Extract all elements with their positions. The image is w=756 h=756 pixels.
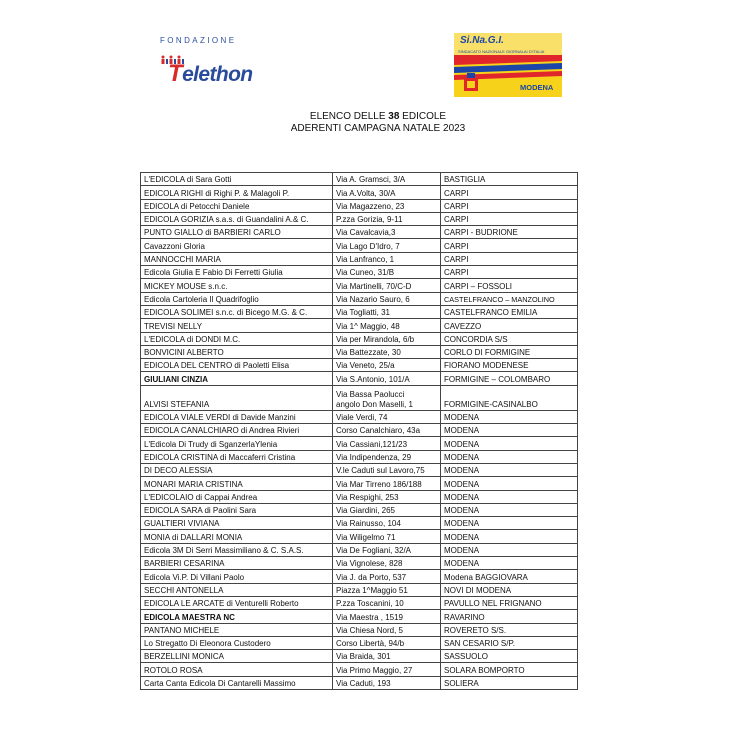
table-row	[141, 517, 578, 530]
address-cell: Corso Canalchiaro, 43a	[333, 424, 441, 437]
sinagi-city: MODENA	[520, 83, 554, 92]
table-row	[141, 359, 578, 372]
city-cell: ROVERETO S/S.	[441, 623, 578, 636]
address-cell: Via Nazario Sauro, 6	[333, 292, 441, 305]
table-row	[141, 239, 578, 252]
table-row	[141, 543, 578, 556]
table-row	[141, 372, 578, 385]
address-cell: P.zza Gorizia, 9-11	[333, 212, 441, 225]
edicola-name-cell: EDICOLA MAESTRA NC	[141, 610, 333, 623]
table-row	[141, 623, 578, 636]
table-row	[141, 212, 578, 225]
edicola-name-cell: L'EDICOLAIO di Cappai Andrea	[141, 490, 333, 503]
address-cell	[333, 385, 441, 410]
city-cell: SOLARA BOMPORTO	[441, 663, 578, 676]
edicole-table	[140, 172, 578, 690]
table-row	[141, 650, 578, 663]
sinagi-subtitle: SINDACATO NAZIONALE GIORNALAI D'ITALIA	[458, 49, 545, 54]
city-cell: CARPI	[441, 239, 578, 252]
edicola-name-cell: SECCHI ANTONELLA	[141, 583, 333, 596]
city-cell: MODENA	[441, 477, 578, 490]
edicola-name-cell: MICKEY MOUSE s.n.c.	[141, 279, 333, 292]
table-row	[141, 636, 578, 649]
address-cell: P.zza Toscanini, 10	[333, 596, 441, 609]
city-cell: MODENA	[441, 517, 578, 530]
edicola-name-cell: BONVICINI ALBERTO	[141, 345, 333, 358]
edicola-name-cell: ALVISI STEFANIA	[141, 385, 333, 410]
edicola-name-cell: L'EDICOLA di Sara Gotti	[141, 173, 333, 186]
address-cell: Via Cavalcavia,3	[333, 226, 441, 239]
city-cell: CARPI - BUDRIONE	[441, 226, 578, 239]
city-cell: MODENA	[441, 530, 578, 543]
edicola-name-cell: MANNOCCHI MARIA	[141, 252, 333, 265]
address-cell: Via De Fogliani, 32/A	[333, 543, 441, 556]
edicola-name-cell: EDICOLA LE ARCATE di Venturelli Roberto	[141, 596, 333, 609]
edicola-name-cell: MONARI MARIA CRISTINA	[141, 477, 333, 490]
edicola-name-cell: BARBIERI CESARINA	[141, 557, 333, 570]
edicola-name-cell: Edicola Vi.P. Di Villani Paolo	[141, 570, 333, 583]
table-row	[141, 596, 578, 609]
address-cell: Via Mar Tirreno 186/188	[333, 477, 441, 490]
edicola-name-cell: L'Edicola Di Trudy di SganzerlaYlenia	[141, 437, 333, 450]
table-row	[141, 173, 578, 186]
city-cell: CASTELFRANCO EMILIA	[441, 305, 578, 318]
city-cell: FIORANO MODENESE	[441, 359, 578, 372]
table-row	[141, 530, 578, 543]
table-row	[141, 477, 578, 490]
address-cell: V.le Caduti sul Lavoro,75	[333, 463, 441, 476]
table-row	[141, 410, 578, 423]
address-cell: Via Primo Maggio, 27	[333, 663, 441, 676]
table-row	[141, 424, 578, 437]
table-row	[141, 663, 578, 676]
address-cell: Via per Mirandola, 6/b	[333, 332, 441, 345]
edicola-name-cell: EDICOLA GORIZIA s.a.s. di Guandalini A.& C.	[141, 212, 333, 225]
table-row	[141, 345, 578, 358]
city-cell: RAVARINO	[441, 610, 578, 623]
edicola-name-cell: PANTANO MICHELE	[141, 623, 333, 636]
city-cell: FORMIGINE-CASINALBO	[441, 385, 578, 410]
address-cell: Piazza 1^Maggio 51	[333, 583, 441, 596]
table-row	[141, 266, 578, 279]
address-cell: Via Lago D'Idro, 7	[333, 239, 441, 252]
edicola-name-cell: BERZELLINI MONICA	[141, 650, 333, 663]
address-cell: Corso Libertà, 94/b	[333, 636, 441, 649]
address-cell: Via Maestra , 1519	[333, 610, 441, 623]
page-title: ELENCO DELLE 38 EDICOLE	[309, 111, 447, 122]
address-cell: Via Respighi, 253	[333, 490, 441, 503]
address-cell: Via Magazzeno, 23	[333, 199, 441, 212]
city-cell: CARPI	[441, 266, 578, 279]
table-row	[141, 186, 578, 199]
city-cell: MODENA	[441, 410, 578, 423]
address-cell: Via Chiesa Nord, 5	[333, 623, 441, 636]
address-cell: Via Togliatti, 31	[333, 305, 441, 318]
sinagi-logo	[454, 33, 562, 97]
city-cell: CARPI	[441, 199, 578, 212]
table-row	[141, 252, 578, 265]
city-cell: CASTELFRANCO – MANZOLINO	[441, 292, 578, 305]
edicola-name-cell: Cavazzoni Gloria	[141, 239, 333, 252]
address-cell: Via Battezzate, 30	[333, 345, 441, 358]
edicola-name-cell: EDICOLA SARA di Paolini Sara	[141, 503, 333, 516]
edicola-name-cell: TREVISI NELLY	[141, 319, 333, 332]
edicola-name-cell: PUNTO GIALLO di BARBIERI CARLO	[141, 226, 333, 239]
city-cell: CARPI	[441, 252, 578, 265]
city-cell: CORLO DI FORMIGINE	[441, 345, 578, 358]
logo-fondazione-text: FONDAZIONE	[160, 36, 237, 45]
sinagi-title: Si.Na.G.I.	[460, 35, 504, 46]
table-row	[141, 319, 578, 332]
edicola-name-cell: Edicola Cartoleria Il Quadrifoglio	[141, 292, 333, 305]
city-cell: BASTIGLIA	[441, 173, 578, 186]
table-row	[141, 437, 578, 450]
edicola-name-cell: EDICOLA VIALE VERDI di Davide Manzini	[141, 410, 333, 423]
table-row	[141, 385, 578, 410]
edicola-name-cell: EDICOLA SOLIMEI s.n.c. di Bicego M.G. & C.	[141, 305, 333, 318]
address-line-1: Via Bassa Paolucci	[336, 389, 405, 399]
address-cell: Via S.Antonio, 101/A	[333, 372, 441, 385]
city-cell: SOLIERA	[441, 676, 578, 689]
edicola-name-cell: EDICOLA di Petocchi Daniele	[141, 199, 333, 212]
table-row	[141, 676, 578, 689]
address-cell: Viale Verdi, 74	[333, 410, 441, 423]
edicola-name-cell: Carta Canta Edicola Di Cantarelli Massimo	[141, 676, 333, 689]
table-row	[141, 490, 578, 503]
edicola-name-cell: ROTOLO ROSA	[141, 663, 333, 676]
table-row	[141, 292, 578, 305]
address-cell: Via Cuneo, 31/B	[333, 266, 441, 279]
address-cell: Via Giardini, 265	[333, 503, 441, 516]
table-row	[141, 583, 578, 596]
city-cell: CARPI	[441, 212, 578, 225]
address-cell: Via Veneto, 25/a	[333, 359, 441, 372]
telethon-logo	[156, 36, 253, 98]
table-row	[141, 226, 578, 239]
city-cell: CARPI – FOSSOLI	[441, 279, 578, 292]
city-cell: MODENA	[441, 463, 578, 476]
city-cell: CONCORDIA S/S	[441, 332, 578, 345]
edicola-name-cell: MONIA di DALLARI MONIA	[141, 530, 333, 543]
city-cell: FORMIGINE – COLOMBARO	[441, 372, 578, 385]
edicole-count: 38	[388, 111, 400, 122]
city-cell: MODENA	[441, 503, 578, 516]
edicola-name-cell: GIULIANI CINZIA	[141, 372, 333, 385]
city-cell: SASSUOLO	[441, 650, 578, 663]
table-row	[141, 557, 578, 570]
table-row	[141, 199, 578, 212]
address-cell: Via Vignolese, 828	[333, 557, 441, 570]
edicola-name-cell: DI DECO ALESSIA	[141, 463, 333, 476]
table-row	[141, 503, 578, 516]
address-cell: Via Wiligelmo 71	[333, 530, 441, 543]
edicola-name-cell: EDICOLA DEL CENTRO di Paoletti Elisa	[141, 359, 333, 372]
edicola-name-cell: L'EDICOLA di DONDI M.C.	[141, 332, 333, 345]
address-cell: Via Martinelli, 70/C-D	[333, 279, 441, 292]
city-cell: Modena BAGGIOVARA	[441, 570, 578, 583]
address-cell: Via Braida, 301	[333, 650, 441, 663]
telethon-wordmark: Telethon	[168, 60, 253, 87]
address-cell: Via Indipendenza, 29	[333, 450, 441, 463]
address-cell: Via J. da Porto, 537	[333, 570, 441, 583]
table-row	[141, 279, 578, 292]
table-row	[141, 610, 578, 623]
address-cell: Via A.Volta, 30/A	[333, 186, 441, 199]
city-cell: NOVI DI MODENA	[441, 583, 578, 596]
city-cell: PAVULLO NEL FRIGNANO	[441, 596, 578, 609]
edicola-name-cell: Edicola Giulia E Fabio Di Ferretti Giulia	[141, 266, 333, 279]
edicola-name-cell: EDICOLA CANALCHIARO di Andrea Rivieri	[141, 424, 333, 437]
table-row	[141, 450, 578, 463]
city-cell: MODENA	[441, 450, 578, 463]
city-cell: CARPI	[441, 186, 578, 199]
city-cell: MODENA	[441, 543, 578, 556]
table-row	[141, 570, 578, 583]
table-row	[141, 305, 578, 318]
page-subtitle: ADERENTI CAMPAGNA NATALE 2023	[290, 123, 466, 134]
address-cell: Via A. Gramsci, 3/A	[333, 173, 441, 186]
city-cell: MODENA	[441, 490, 578, 503]
address-cell: Via Cassiani,121/23	[333, 437, 441, 450]
edicola-name-cell: EDICOLA CRISTINA di Maccaferri Cristina	[141, 450, 333, 463]
table-row	[141, 463, 578, 476]
city-cell: MODENA	[441, 424, 578, 437]
address-cell: Via 1^ Maggio, 48	[333, 319, 441, 332]
city-cell: MODENA	[441, 557, 578, 570]
city-cell: MODENA	[441, 437, 578, 450]
city-cell: CAVEZZO	[441, 319, 578, 332]
table-row	[141, 332, 578, 345]
edicola-name-cell: GUALTIERI VIVIANA	[141, 517, 333, 530]
city-cell: SAN CESARIO S/P.	[441, 636, 578, 649]
edicola-name-cell: Lo Stregatto Di Eleonora Custodero	[141, 636, 333, 649]
address-line-2: angolo Don Maselli, 1	[336, 399, 413, 409]
address-cell: Via Lanfranco, 1	[333, 252, 441, 265]
address-cell: Via Rainusso, 104	[333, 517, 441, 530]
edicola-name-cell: Edicola 3M Di Serri Massimiliano & C. S.A.S.	[141, 543, 333, 556]
address-cell: Via Caduti, 193	[333, 676, 441, 689]
edicola-name-cell: EDICOLA RIGHI di Righi P. & Malagoli P.	[141, 186, 333, 199]
